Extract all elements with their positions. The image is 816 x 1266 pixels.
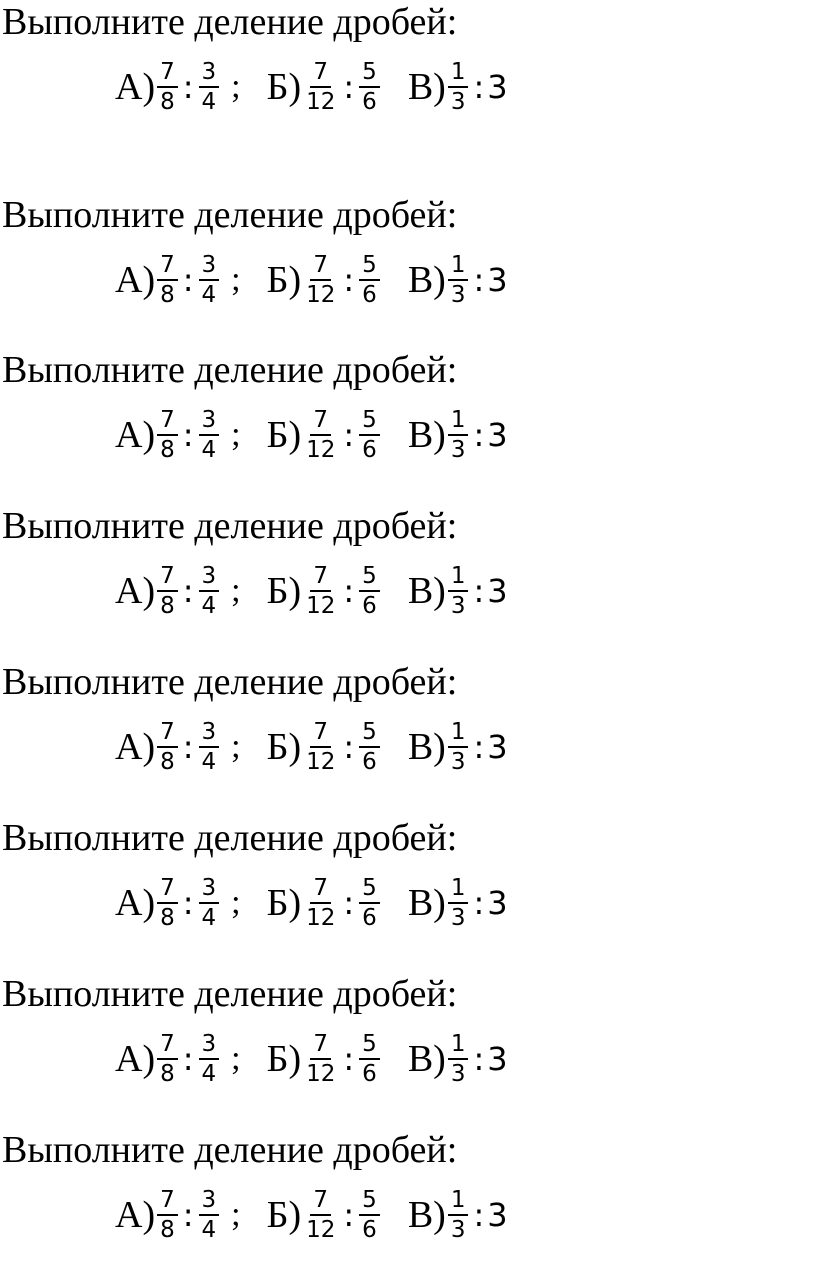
denominator: 4 [201, 749, 217, 775]
denominator: 6 [362, 282, 377, 308]
numerator: 7 [157, 59, 178, 88]
division-sign: : [473, 1196, 485, 1234]
exercise-row [115, 392, 508, 478]
label-b: Б) [266, 259, 302, 301]
denominator: 6 [362, 593, 377, 619]
division-sign: : [343, 68, 355, 106]
whole-number: 3 [487, 416, 508, 454]
denominator: 8 [160, 1217, 175, 1243]
label-b: Б) [266, 570, 302, 612]
label-a: А) [115, 414, 156, 456]
numerator: 3 [199, 719, 220, 748]
denominator: 8 [160, 1061, 175, 1087]
numerator: 1 [448, 875, 469, 904]
label-c: В) [407, 726, 446, 768]
denominator: 3 [450, 89, 466, 115]
denominator: 3 [450, 1217, 466, 1243]
label-c: В) [407, 1194, 446, 1236]
denominator: 4 [201, 1061, 217, 1087]
exercise-row [115, 1172, 508, 1258]
numerator: 5 [359, 719, 380, 748]
denominator: 12 [306, 1061, 336, 1087]
label-b: Б) [266, 1194, 302, 1236]
exercise-row [115, 548, 508, 634]
fraction [303, 1031, 338, 1087]
numerator: 7 [310, 1187, 331, 1216]
label-a: А) [115, 66, 156, 108]
numerator: 1 [448, 563, 469, 592]
label-a: А) [115, 882, 156, 924]
numerator: 1 [448, 1187, 469, 1216]
exercise-row [115, 860, 508, 946]
numerator: 7 [310, 1031, 331, 1060]
fraction [448, 252, 469, 308]
exercise-block [0, 0, 816, 130]
label-c: В) [407, 414, 446, 456]
division-sign: : [182, 68, 194, 106]
numerator: 5 [359, 252, 380, 281]
exercise-block [0, 1128, 816, 1258]
numerator: 3 [199, 59, 220, 88]
whole-number: 3 [487, 68, 508, 106]
semicolon: ; [231, 261, 241, 298]
whole-number: 3 [487, 1040, 508, 1078]
numerator: 7 [310, 563, 331, 592]
exercise-heading: Выполните деление дробей: [2, 194, 458, 236]
numerator: 7 [310, 252, 331, 281]
division-sign: : [473, 416, 485, 454]
numerator: 1 [448, 1031, 469, 1060]
denominator: 6 [362, 1061, 377, 1087]
fraction [448, 875, 469, 931]
label-b: Б) [266, 66, 302, 108]
fraction [448, 1187, 469, 1243]
label-c: В) [407, 570, 446, 612]
numerator: 7 [157, 252, 178, 281]
denominator: 6 [362, 437, 377, 463]
fraction [359, 407, 380, 463]
fraction [157, 252, 178, 308]
denominator: 12 [306, 89, 336, 115]
denominator: 8 [160, 905, 175, 931]
label-b: Б) [266, 414, 302, 456]
numerator: 7 [310, 875, 331, 904]
denominator: 6 [362, 89, 377, 115]
semicolon: ; [231, 1040, 241, 1077]
denominator: 8 [160, 282, 175, 308]
denominator: 6 [362, 1217, 377, 1243]
label-b: Б) [266, 1038, 302, 1080]
division-sign: : [473, 68, 485, 106]
exercise-row [115, 1016, 508, 1102]
label-c: В) [407, 882, 446, 924]
exercise-block [0, 660, 816, 790]
denominator: 6 [362, 905, 377, 931]
denominator: 12 [306, 905, 336, 931]
denominator: 3 [450, 749, 466, 775]
fraction [157, 59, 178, 115]
fraction [359, 1187, 380, 1243]
denominator: 8 [160, 89, 175, 115]
fraction [199, 563, 220, 619]
division-sign: : [473, 1040, 485, 1078]
denominator: 4 [201, 1217, 217, 1243]
denominator: 12 [306, 282, 336, 308]
fraction [157, 1031, 178, 1087]
fraction [157, 1187, 178, 1243]
exercise-heading: Выполните деление дробей: [2, 973, 458, 1015]
numerator: 7 [310, 59, 331, 88]
exercise-heading: Выполните деление дробей: [2, 505, 458, 547]
whole-number: 3 [487, 261, 508, 299]
fraction [359, 719, 380, 775]
fraction [199, 875, 220, 931]
semicolon: ; [231, 728, 241, 765]
numerator: 1 [448, 252, 469, 281]
exercise-row [115, 237, 508, 323]
label-c: В) [407, 259, 446, 301]
division-sign: : [182, 572, 194, 610]
denominator: 3 [450, 593, 466, 619]
numerator: 7 [310, 719, 331, 748]
division-sign: : [343, 572, 355, 610]
numerator: 5 [359, 59, 380, 88]
fraction [199, 1187, 220, 1243]
numerator: 5 [359, 1031, 380, 1060]
label-a: А) [115, 570, 156, 612]
semicolon: ; [231, 572, 241, 609]
fraction [448, 59, 469, 115]
fraction [199, 1031, 220, 1087]
exercise-heading: Выполните деление дробей: [2, 1, 458, 43]
exercise-block [0, 816, 816, 946]
division-sign: : [473, 884, 485, 922]
semicolon: ; [231, 416, 241, 453]
numerator: 7 [157, 407, 178, 436]
denominator: 4 [201, 89, 217, 115]
fraction [199, 59, 220, 115]
division-sign: : [473, 572, 485, 610]
denominator: 4 [201, 437, 217, 463]
denominator: 3 [450, 905, 466, 931]
exercise-block [0, 504, 816, 634]
denominator: 6 [362, 749, 377, 775]
division-sign: : [182, 416, 194, 454]
division-sign: : [182, 728, 194, 766]
division-sign: : [343, 261, 355, 299]
numerator: 7 [157, 875, 178, 904]
exercise-heading: Выполните деление дробей: [2, 661, 458, 703]
fraction [157, 407, 178, 463]
division-sign: : [182, 1196, 194, 1234]
denominator: 8 [160, 593, 175, 619]
fraction [199, 407, 220, 463]
numerator: 1 [448, 719, 469, 748]
numerator: 5 [359, 875, 380, 904]
numerator: 1 [448, 59, 469, 88]
semicolon: ; [231, 68, 241, 105]
fraction [303, 719, 338, 775]
division-sign: : [473, 261, 485, 299]
whole-number: 3 [487, 1196, 508, 1234]
numerator: 7 [157, 563, 178, 592]
fraction [359, 563, 380, 619]
denominator: 8 [160, 749, 175, 775]
numerator: 3 [199, 407, 220, 436]
fraction [303, 875, 338, 931]
denominator: 4 [201, 282, 217, 308]
denominator: 3 [450, 437, 466, 463]
denominator: 4 [201, 905, 217, 931]
denominator: 12 [306, 437, 336, 463]
exercise-row [115, 44, 508, 130]
denominator: 3 [450, 1061, 466, 1087]
numerator: 7 [157, 1187, 178, 1216]
denominator: 3 [450, 282, 466, 308]
fraction [303, 59, 338, 115]
exercise-heading: Выполните деление дробей: [2, 817, 458, 859]
whole-number: 3 [487, 728, 508, 766]
fraction [359, 252, 380, 308]
numerator: 5 [359, 407, 380, 436]
fraction [157, 719, 178, 775]
semicolon: ; [231, 1196, 241, 1233]
fraction [303, 407, 338, 463]
numerator: 3 [199, 875, 220, 904]
label-a: А) [115, 1194, 156, 1236]
exercise-heading: Выполните деление дробей: [2, 349, 458, 391]
division-sign: : [182, 884, 194, 922]
numerator: 7 [157, 719, 178, 748]
fraction [199, 252, 220, 308]
fraction [199, 719, 220, 775]
semicolon: ; [231, 884, 241, 921]
numerator: 3 [199, 563, 220, 592]
division-sign: : [343, 728, 355, 766]
exercise-block [0, 193, 816, 323]
numerator: 3 [199, 252, 220, 281]
fraction [303, 1187, 338, 1243]
fraction [303, 252, 338, 308]
division-sign: : [343, 1196, 355, 1234]
whole-number: 3 [487, 572, 508, 610]
numerator: 1 [448, 407, 469, 436]
fraction [448, 563, 469, 619]
label-a: А) [115, 259, 156, 301]
fraction [157, 875, 178, 931]
label-c: В) [407, 1038, 446, 1080]
fraction [157, 563, 178, 619]
division-sign: : [182, 1040, 194, 1078]
division-sign: : [343, 884, 355, 922]
denominator: 8 [160, 437, 175, 463]
fraction [359, 875, 380, 931]
denominator: 4 [201, 593, 217, 619]
label-c: В) [407, 66, 446, 108]
fraction [359, 59, 380, 115]
denominator: 12 [306, 1217, 336, 1243]
label-a: А) [115, 1038, 156, 1080]
numerator: 3 [199, 1187, 220, 1216]
division-sign: : [473, 728, 485, 766]
division-sign: : [343, 1040, 355, 1078]
denominator: 12 [306, 749, 336, 775]
exercise-row [115, 704, 508, 790]
fraction [448, 719, 469, 775]
division-sign: : [343, 416, 355, 454]
label-b: Б) [266, 726, 302, 768]
exercise-heading: Выполните деление дробей: [2, 1129, 458, 1171]
label-b: Б) [266, 882, 302, 924]
fraction [303, 563, 338, 619]
numerator: 7 [157, 1031, 178, 1060]
whole-number: 3 [487, 884, 508, 922]
numerator: 5 [359, 1187, 380, 1216]
fraction [448, 1031, 469, 1087]
numerator: 7 [310, 407, 331, 436]
exercise-block [0, 348, 816, 478]
fraction [359, 1031, 380, 1087]
fraction [448, 407, 469, 463]
numerator: 3 [199, 1031, 220, 1060]
exercise-block [0, 972, 816, 1102]
denominator: 12 [306, 593, 336, 619]
division-sign: : [182, 261, 194, 299]
numerator: 5 [359, 563, 380, 592]
label-a: А) [115, 726, 156, 768]
